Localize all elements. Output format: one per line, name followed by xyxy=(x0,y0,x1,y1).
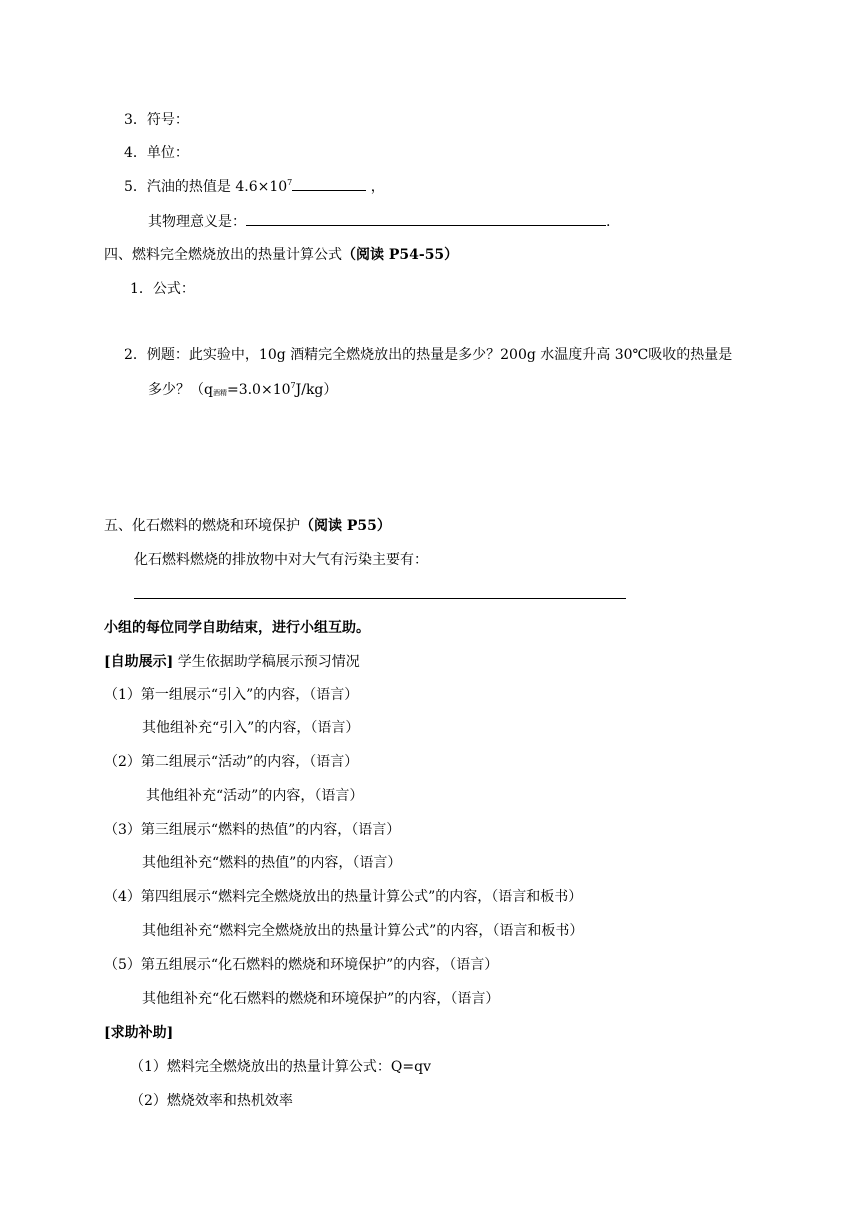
item-5-heat-value xyxy=(124,177,385,196)
physical-meaning-label: 其物理意义是： xyxy=(148,214,246,230)
help-item-1: （1）燃料完全燃烧放出的热量计算公式：Q=qv xyxy=(130,1059,431,1075)
section-5-question: 化石燃料燃烧的排放物中对大气有污染主要有： xyxy=(134,552,428,568)
section-4-heading xyxy=(104,246,458,264)
section-5-reading-ref: （阅读 P55） xyxy=(300,518,391,534)
group-1-show: （1）第一组展示“引入”的内容，（语言） xyxy=(104,687,359,703)
physical-meaning-line xyxy=(148,212,610,231)
item-3-symbol: 3．符号： xyxy=(124,112,189,128)
group-3-show: （3）第三组展示“燃料的热值”的内容，（语言） xyxy=(104,822,401,838)
section-4-title: 四、燃料完全燃烧放出的热量计算公式 xyxy=(104,247,342,263)
section-5-title: 五、化石燃料的燃烧和环境保护 xyxy=(104,518,300,534)
group-2-supplement: 其他组补充“活动”的内容，（语言） xyxy=(146,788,364,804)
answer-line[interactable] xyxy=(134,598,626,599)
example-subscript: 酒精 xyxy=(212,389,227,397)
fill-blank-meaning[interactable] xyxy=(246,212,606,226)
group-1-supplement: 其他组补充“引入”的内容，（语言） xyxy=(142,720,360,736)
help-heading: [求助补助] xyxy=(104,1025,174,1041)
example-exponent: 7 xyxy=(290,381,296,390)
section-4-formula: 1．公式： xyxy=(130,281,195,297)
section-5-heading xyxy=(104,517,391,535)
group-help-note: 小组的每位同学自助结束，进行小组互助。 xyxy=(104,620,370,636)
group-3-supplement: 其他组补充“燃料的热值”的内容，（语言） xyxy=(142,855,402,871)
example-value: =3.0×10 xyxy=(226,382,291,398)
section-4-example-line2 xyxy=(148,381,337,399)
physical-meaning-period: . xyxy=(606,214,611,230)
fill-blank-unit[interactable] xyxy=(292,177,366,191)
section-4-reading-ref: （阅读 P54-55） xyxy=(342,247,459,263)
group-4-show: （4）第四组展示“燃料完全燃烧放出的热量计算公式”的内容，（语言和板书） xyxy=(104,889,583,905)
self-show-text: 学生依据助学稿展示预习情况 xyxy=(173,654,360,670)
example-prefix: 多少？（q xyxy=(148,382,213,398)
group-5-supplement: 其他组补充“化石燃料的燃烧和环境保护”的内容，（语言） xyxy=(142,991,500,1007)
self-show-tag: [自助展示] xyxy=(104,654,174,670)
group-2-show: （2）第二组展示“活动”的内容，（语言） xyxy=(104,754,359,770)
item-5-comma: ， xyxy=(366,179,385,195)
example-unit: J/kg） xyxy=(295,382,338,398)
item-5-text: 5．汽油的热值是 4.6×10 xyxy=(124,179,288,195)
group-5-show: （5）第五组展示“化石燃料的燃烧和环境保护”的内容，（语言） xyxy=(104,957,499,973)
self-show-heading xyxy=(104,653,360,671)
section-4-example-line1: 2．例题：此实验中，10g 酒精完全燃烧放出的热量是多少？200g 水温度升高 30℃吸收的热量是 xyxy=(124,347,733,363)
group-4-supplement: 其他组补充“燃料完全燃烧放出的热量计算公式”的内容，（语言和板书） xyxy=(142,923,584,939)
item-5-exponent: 7 xyxy=(287,178,293,187)
help-item-2: （2）燃烧效率和热机效率 xyxy=(130,1093,293,1109)
item-4-unit: 4．单位： xyxy=(124,145,189,161)
